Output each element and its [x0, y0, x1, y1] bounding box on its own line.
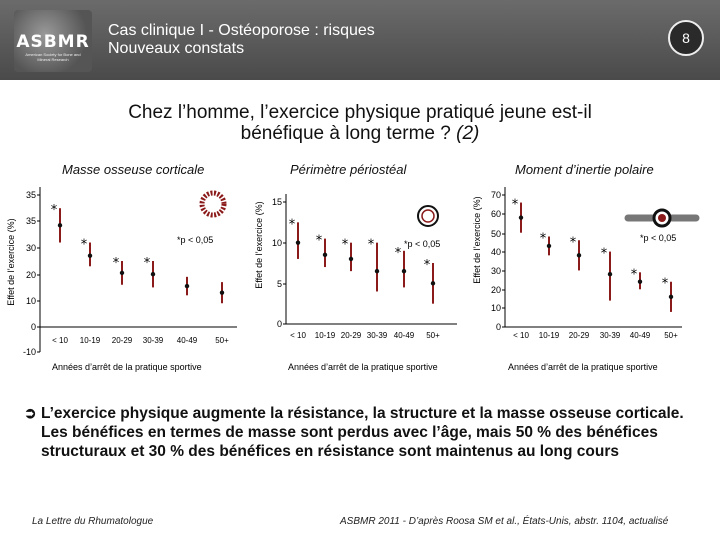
chart3-significance-asterisk: * [511, 197, 519, 213]
chart3-x-tick-label: 30-39 [599, 331, 621, 340]
chart1-data-point [185, 284, 189, 288]
chart1-data-point [88, 254, 92, 258]
chart1-y-tick-label: 10 [25, 296, 36, 306]
chart3-data-point [577, 253, 581, 257]
chart2-data-point [431, 281, 435, 285]
chart1-x-tick-label: 10-19 [79, 336, 101, 345]
chart2-significance-asterisk: * [341, 237, 349, 253]
chart3-x-tick-label: 50+ [664, 331, 678, 340]
chart2-significance-asterisk: * [367, 237, 375, 253]
chart1-annotation: *p < 0,05 [177, 235, 214, 245]
chart3-data-point [519, 215, 523, 219]
chart2-y-tick-label: 0 [276, 319, 282, 329]
chart3-significance-asterisk: * [630, 267, 638, 283]
chart3-data-point [669, 295, 673, 299]
chart2-y-tick-label: 10 [271, 238, 282, 248]
chart2-x-label: Années d’arrêt de la pratique sportive [288, 362, 438, 372]
footer-reference: ASBMR 2011 - D’après Roosa SM et al., États-Unis, abstr. 1104, actualisé [340, 516, 669, 527]
chart-title-masse: Masse osseuse corticale [62, 162, 205, 177]
chart3-y-tick-label: 30 [490, 266, 501, 276]
slide-title-ref: (2) [456, 123, 480, 144]
bone-cross-section-icon [202, 193, 224, 215]
chart1-y-tick-label: 35 [25, 190, 36, 200]
chart2-data-point [402, 269, 406, 273]
chart2-significance-asterisk: * [394, 245, 402, 261]
chart3-annotation: *p < 0,05 [640, 233, 677, 243]
chart2-significance-asterisk: * [288, 217, 296, 233]
bone-perimeter-icon [418, 206, 438, 226]
chart3-y-tick-label: 10 [490, 303, 501, 313]
logo-text: ASBMR [16, 32, 90, 52]
chart2-data-point [375, 269, 379, 273]
chart1-data-point [151, 272, 155, 276]
chart3-y-tick-label: 60 [490, 209, 501, 219]
chart3-y-tick-label: 50 [490, 229, 501, 239]
chart1-data-point [120, 271, 124, 275]
chart1-x-label: Années d’arrêt de la pratique sportive [52, 362, 202, 372]
page-number-badge: 8 [668, 20, 704, 56]
chart3-y-tick-label: 0 [495, 322, 501, 332]
chart2-y-tick-label: 5 [276, 279, 282, 289]
chart1-x-tick-label: 30-39 [142, 336, 164, 345]
chart1-significance-asterisk: * [80, 237, 88, 253]
chart-title-perimetre: Périmètre périostéal [290, 162, 407, 177]
chart1-y-label: Effet de l’exercice (%) [6, 218, 16, 306]
chart2-data-point [349, 257, 353, 261]
chart1-significance-asterisk: * [50, 203, 58, 219]
slide-title-line1: Chez l’homme, l’exercice physique pratiqué jeune est-il [128, 102, 592, 123]
chart1-x-tick-label: 40-49 [176, 336, 198, 345]
chart1-data-point [220, 290, 224, 294]
footer-source-journal: La Lettre du Rhumatologue [32, 516, 154, 527]
chart2-x-tick-label: 40-49 [393, 331, 415, 340]
slide-title-line2: bénéfique à long terme ? [240, 123, 451, 144]
chart3-data-point [547, 244, 551, 248]
chart3-data-point [608, 272, 612, 276]
chart2-x-tick-label: 10-19 [314, 331, 336, 340]
chart-title-inertie: Moment d’inertie polaire [515, 162, 654, 177]
chart3-x-tick-label: < 10 [513, 331, 529, 340]
chart2-significance-asterisk: * [423, 258, 431, 273]
header-title-line2: Nouveaux constats [108, 40, 245, 57]
torsion-bone-core-icon [658, 214, 666, 222]
chart1-y-tick-label: 0 [30, 322, 36, 332]
logo-subtitle: American Society for Bone and Mineral Research [25, 52, 81, 62]
chart1-x-tick-label: 50+ [215, 336, 229, 345]
chart3-y-tick-label: 20 [490, 285, 501, 295]
chart2-annotation: *p < 0,05 [404, 239, 441, 249]
chart3-significance-asterisk: * [539, 231, 547, 247]
chart3-x-label: Années d’arrêt de la pratique sportive [508, 362, 658, 372]
chart3-x-tick-label: 10-19 [538, 331, 560, 340]
chart2-x-tick-label: 20-29 [340, 331, 362, 340]
chart1-x-tick-label: < 10 [52, 336, 68, 345]
chart1-y-tick-label: 35 [25, 216, 36, 226]
chart2-x-tick-label: 50+ [426, 331, 440, 340]
chart3-y-tick-label: 40 [490, 247, 501, 257]
chart3-significance-asterisk: * [600, 246, 608, 262]
chart2-significance-asterisk: * [315, 233, 323, 249]
chart1-y-tick-label: 30 [25, 243, 36, 253]
chart2-data-point [296, 240, 300, 244]
chart3-data-point [638, 280, 642, 284]
chart1-data-point [58, 223, 62, 227]
chart3-x-tick-label: 40-49 [629, 331, 651, 340]
chart3-significance-asterisk: * [661, 276, 669, 292]
chart2-y-label: Effet de l’exercice (%) [254, 201, 264, 289]
conclusion-text: L’exercice physique augmente la résistance, la structure et la masse osseuse corticale. Les bénéfices en termes de masse sont perdus avec l’âge, mais 50 % des bénéfices structuraux et 30 % des bénéfices en résistance sont maintenus au long cours [41, 405, 684, 460]
arrow-right-circle-icon: ➲ [24, 405, 37, 422]
conclusion [24, 404, 694, 461]
chart3-y-tick-label: 70 [490, 190, 501, 200]
header-title-line1: Cas clinique I - Ostéoporose : risques [108, 22, 375, 39]
chart2-data-point [323, 253, 327, 257]
chart3-significance-asterisk: * [569, 235, 577, 251]
chart2-x-tick-label: < 10 [290, 331, 306, 340]
chart1-y-tick-label: -10 [22, 347, 36, 357]
chart2-x-tick-label: 30-39 [366, 331, 388, 340]
chart1-significance-asterisk: * [112, 256, 120, 271]
chart2-y-tick-label: 15 [271, 197, 282, 207]
chart3-y-label: Effet de l’exercice (%) [472, 196, 482, 284]
chart1-y-tick-label: 20 [25, 270, 36, 280]
chart3-x-tick-label: 20-29 [568, 331, 590, 340]
chart1-significance-asterisk: * [143, 256, 151, 271]
chart1-x-tick-label: 20-29 [111, 336, 133, 345]
